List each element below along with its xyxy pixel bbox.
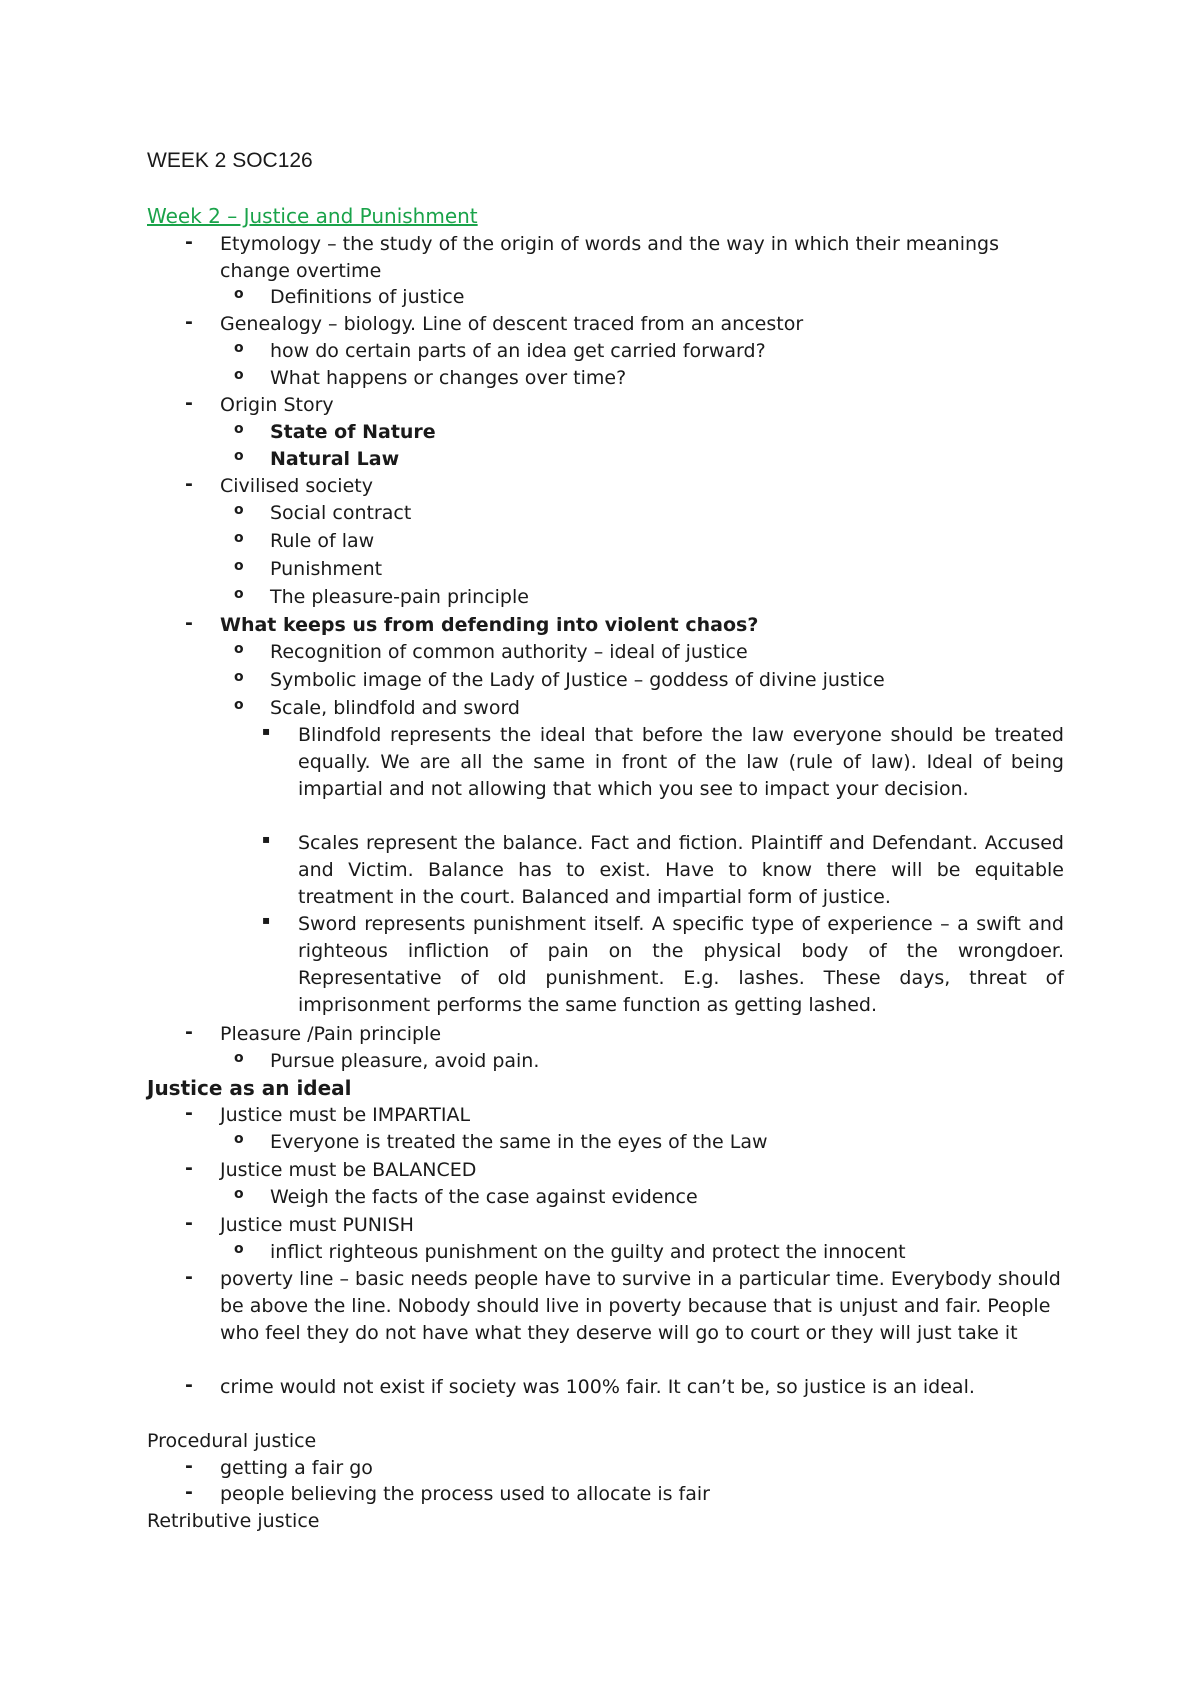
dash-bullet: - [185, 612, 193, 634]
week-heading: Week 2 – Justice and Punishment [147, 204, 478, 228]
list-item: Pleasure /Pain principle [220, 1023, 442, 1045]
circle-bullet: o [234, 1186, 244, 1202]
list-item: Recognition of common authority – ideal of justice [270, 641, 748, 663]
list-item: Definitions of justice [270, 286, 465, 308]
list-item: Justice must be IMPARTIAL [220, 1104, 471, 1126]
list-item: how do certain parts of an idea get carried forward? [270, 340, 766, 362]
list-item: Scale, blindfold and sword [270, 697, 520, 719]
list-item: Rule of law [270, 530, 375, 552]
list-item: Social contract [270, 502, 412, 524]
circle-bullet: o [234, 421, 244, 437]
dash-bullet: - [185, 311, 193, 333]
dash-bullet: - [185, 473, 193, 495]
square-bullet: ▪ [262, 913, 271, 927]
dash-bullet: - [185, 1481, 193, 1503]
circle-bullet: o [234, 586, 244, 602]
circle-bullet: o [234, 340, 244, 356]
list-item: The pleasure-pain principle [270, 586, 529, 608]
circle-bullet: o [234, 558, 244, 574]
dash-bullet: - [185, 1212, 193, 1234]
section-heading: Justice as an ideal [147, 1076, 352, 1100]
list-item: Genealogy – biology. Line of descent traced from an ancestor [220, 313, 804, 335]
list-item: Punishment [270, 558, 383, 580]
list-item: Scales represent the balance. Fact and fiction. Plaintiff and Defendant. Accused and Victim. Balance has to exist. Have to know there will be equitable treatment in the court. Balanced and impartial form of justice. [298, 832, 1064, 908]
list-item: people believing the process used to allocate is fair [220, 1483, 710, 1505]
dash-bullet: - [185, 392, 193, 414]
dash-bullet: - [185, 1157, 193, 1179]
circle-bullet: o [234, 367, 244, 383]
dash-bullet: - [185, 231, 193, 253]
circle-bullet: o [234, 502, 244, 518]
circle-bullet: o [234, 669, 244, 685]
list-item: Justice must be BALANCED [220, 1159, 477, 1181]
circle-bullet: o [234, 530, 244, 546]
circle-bullet: o [234, 1050, 244, 1066]
list-item: Everyone is treated the same in the eyes of the Law [270, 1131, 768, 1153]
list-item: Civilised society [220, 475, 373, 497]
list-item: Pursue pleasure, avoid pain. [270, 1050, 540, 1072]
circle-bullet: o [234, 1131, 244, 1147]
list-item: Origin Story [220, 394, 334, 416]
list-item: State of Nature [270, 421, 436, 443]
square-bullet: ▪ [262, 724, 271, 738]
list-item: Sword represents punishment itself. A specific type of experience – a swift and righteous infliction of pain on the physical body of the wrongdoer. Representative of old punishment. E.g. lashes. These days, threat of imprisonment performs the same function as getting lashed. [298, 913, 1064, 1016]
circle-bullet: o [234, 286, 244, 302]
list-item: poverty line – basic needs people have to survive in a particular time. Everybody should be above the line. Nobody should live in poverty because that is unjust and fair. People who feel they do not have what they deserve will go to court or they will just take it [220, 1268, 1061, 1344]
dash-bullet: - [185, 1102, 193, 1124]
list-item: Weigh the facts of the case against evidence [270, 1186, 698, 1208]
circle-bullet: o [234, 641, 244, 657]
list-item: What keeps us from defending into violent chaos? [220, 614, 759, 636]
list-item: Symbolic image of the Lady of Justice – goddess of divine justice [270, 669, 885, 691]
document-title: WEEK 2 SOC126 [147, 149, 313, 172]
circle-bullet: o [234, 697, 244, 713]
list-item: inflict righteous punishment on the guilty and protect the innocent [270, 1241, 906, 1263]
circle-bullet: o [234, 1241, 244, 1257]
list-item: Blindfold represents the ideal that before the law everyone should be treated equally. We are all the same in front of the law (rule of law). Ideal of being impartial and not allowing that which you see to impact your decision. [298, 724, 1064, 800]
list-item: Natural Law [270, 448, 400, 470]
list-item: What happens or changes over time? [270, 367, 627, 389]
square-bullet: ▪ [262, 832, 271, 846]
dash-bullet: - [185, 1266, 193, 1288]
dash-bullet: - [185, 1374, 193, 1396]
dash-bullet: - [185, 1021, 193, 1043]
circle-bullet: o [234, 448, 244, 464]
dash-bullet: - [185, 1455, 193, 1477]
list-item: Justice must PUNISH [220, 1214, 414, 1236]
section-heading: Procedural justice [147, 1430, 317, 1452]
section-heading: Retributive justice [147, 1510, 320, 1532]
list-item: getting a fair go [220, 1457, 373, 1479]
list-item: Etymology – the study of the origin of words and the way in which their meanings [220, 233, 999, 255]
list-item: change overtime [220, 260, 382, 282]
list-item: crime would not exist if society was 100% fair. It can’t be, so justice is an ideal. [220, 1376, 975, 1398]
